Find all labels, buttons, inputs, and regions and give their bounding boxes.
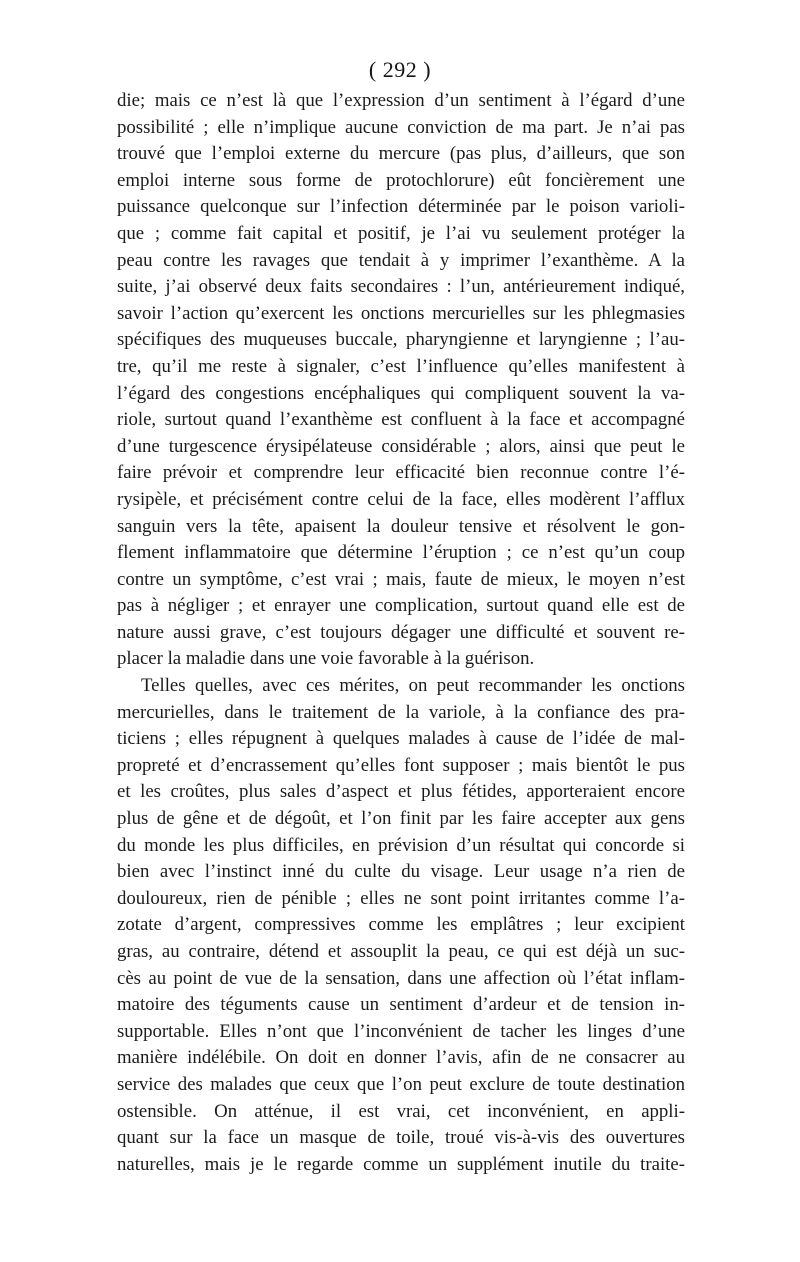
text-line: contre un symptôme, c’est vrai ; mais, faute de mieux, le moyen n’est — [117, 568, 685, 590]
text-line: service des malades que ceux que l’on peut exclure de toute destination — [117, 1073, 685, 1095]
text-line: propreté et d’encrassement qu’elles font supposer ; mais bientôt le pus — [117, 754, 685, 776]
text-line: bien avec l’instinct inné du culte du visage. Leur usage n’a rien de — [117, 861, 685, 883]
text-line: trouvé que l’emploi externe du mercure (pas plus, d’ailleurs, que son — [117, 143, 685, 165]
text-line: pas à négliger ; et enrayer une complication, surtout quand elle est de — [117, 595, 685, 617]
text-line: que ; comme fait capital et positif, je l’ai vu seulement protéger la — [117, 222, 685, 244]
text-line: gras, au contraire, détend et assouplit la peau, ce qui est déjà un suc- — [117, 941, 685, 962]
text-line: savoir l’action qu’exercent les onctions mercurielles sur les phlegmasies — [117, 302, 685, 324]
text-line: manière indélébile. On doit en donner l’avis, afin de ne consacrer au — [117, 1047, 685, 1069]
text-line: quant sur la face un masque de toile, troué vis-à-vis des ouvertures — [117, 1127, 685, 1149]
text-line: spécifiques des muqueuses buccale, pharyngienne et laryngienne ; l’au- — [117, 329, 685, 351]
text-line: tre, qu’il me reste à signaler, c’est l’influence qu’elles manifestent à — [117, 355, 685, 377]
text-line: zotate d’argent, compressives comme les emplâtres ; leur excipient — [117, 914, 685, 936]
text-line: et les croûtes, plus sales d’aspect et plus fétides, apporteraient encore — [117, 781, 685, 803]
text-line: riole, surtout quand l’exanthème est confluent à la face et accompagné — [117, 409, 685, 431]
text-line: naturelles, mais je le regarde comme un supplément inutile du traite- — [117, 1153, 685, 1175]
text-line: peau contre les ravages que tendait à y imprimer l’exanthème. A la — [117, 249, 685, 271]
text-line: matoire des téguments cause un sentiment d’ardeur et de tension in- — [117, 994, 685, 1016]
text-line: du monde les plus difficiles, en prévision d’un résultat qui concorde si — [117, 834, 685, 856]
text-line: die; mais ce n’est là que l’expression d’un sentiment à l’égard d’une — [117, 90, 685, 111]
text-line: suite, j’ai observé deux faits secondaires : l’un, antérieurement indiqué, — [117, 276, 685, 298]
text-line: supportable. Elles n’ont que l’inconvénient de tacher les linges d’une — [117, 1020, 685, 1042]
text-line: mercurielles, dans le traitement de la variole, à la confiance des pra- — [117, 701, 685, 723]
text-line: flement inflammatoire que détermine l’éruption ; ce n’est qu’un coup — [117, 542, 685, 564]
text-line: ostensible. On atténue, il est vrai, cet inconvénient, en appli- — [117, 1100, 685, 1122]
text-line: cès au point de vue de la sensation, dans une affection où l’état inflam- — [117, 967, 685, 989]
text-line: sanguin vers la tête, apaisent la douleur tensive et résolvent le gon- — [117, 515, 685, 537]
text-line: l’égard des congestions encéphaliques qui compliquent souvent la va- — [117, 382, 685, 404]
text-line: possibilité ; elle n’implique aucune conviction de ma part. Je n’ai pas — [117, 116, 685, 138]
text-line: rysipèle, et précisément contre celui de la face, elles modèrent l’afflux — [117, 488, 685, 510]
paragraph-end-line: placer la maladie dans une voie favorable à la guérison. — [117, 648, 535, 670]
text-line: emploi interne sous forme de protochlorure) eût foncièrement une — [117, 169, 685, 191]
text-line: nature aussi grave, c’est toujours dégager une difficulté et souvent re- — [117, 621, 685, 643]
text-line: plus de gêne et de dégoût, et l’on finit par les faire accepter aux gens — [117, 808, 685, 830]
paragraph-start-line: Telles quelles, avec ces mérites, on peut recommander les onctions — [141, 675, 685, 697]
text-line: d’une turgescence érysipélateuse considérable ; alors, ainsi que peut le — [117, 435, 685, 457]
text-line: ticiens ; elles répugnent à quelques malades à cause de l’idée de mal- — [117, 728, 685, 750]
text-line: puissance quelconque sur l’infection déterminée par le poison varioli- — [117, 196, 685, 218]
body-text — [117, 88, 685, 1178]
page-number: ( 292 ) — [368, 57, 432, 82]
text-line: faire prévoir et comprendre leur efficacité bien reconnue contre l’é- — [117, 462, 685, 484]
text-line: douloureux, rien de pénible ; elles ne sont point irritantes comme l’a- — [117, 887, 685, 909]
